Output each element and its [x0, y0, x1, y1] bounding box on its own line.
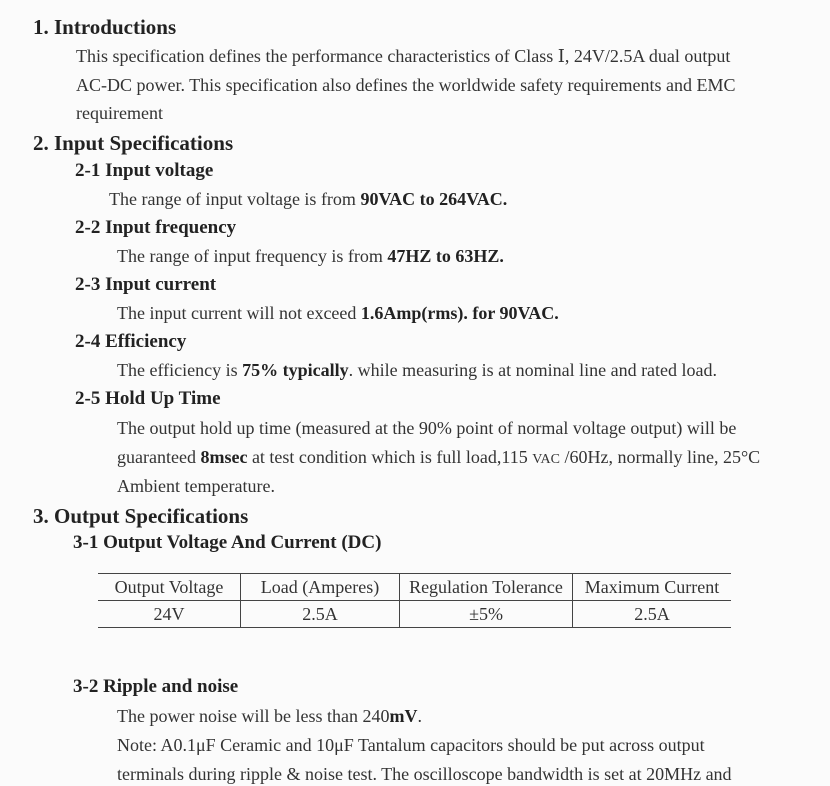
input-current-prefix: The input current will not exceed [117, 303, 361, 323]
efficiency-heading: 2-4 Efficiency [75, 331, 187, 352]
ripple-noise-heading: 3-2 Ripple and noise [73, 676, 239, 697]
hold-up-line-2 [117, 445, 760, 472]
header-output-voltage: Output Voltage [98, 574, 241, 601]
output-voltage-heading: 3-1 Output Voltage And Current (DC) [73, 532, 382, 553]
ripple-prefix: The power noise will be less than 240 [117, 706, 390, 726]
input-frequency-range: 47HZ to 63HZ. [387, 246, 504, 266]
section-1-heading: 1. Introductions [33, 15, 177, 39]
input-frequency-prefix: The range of input frequency is from [117, 246, 388, 266]
hold-up-time-heading: 2-5 Hold Up Time [75, 388, 221, 409]
output-spec-table [98, 573, 731, 628]
intro-line-3: requirement [76, 103, 163, 123]
hold-up-vac-unit: VAC [532, 452, 560, 467]
intro-line-2: AC-DC power. This specification also defines the worldwide safety requirements and EMC [76, 75, 736, 95]
hold-up-condition-end: /60Hz, normally line, 25°C [560, 447, 761, 467]
input-current-text [117, 301, 559, 325]
hold-up-line-1: The output hold up time (measured at the 90% point of normal voltage output) will be [117, 418, 737, 438]
input-voltage-text [109, 187, 507, 211]
cell-regulation-tolerance: ±5% [400, 601, 573, 628]
section-3-heading: 3. Output Specifications [33, 504, 249, 528]
hold-up-value: 8msec [200, 447, 248, 467]
input-frequency-heading: 2-2 Input frequency [75, 217, 237, 238]
header-load: Load (Amperes) [241, 574, 400, 601]
header-maximum-current: Maximum Current [573, 574, 732, 601]
cell-output-voltage: 24V [98, 601, 241, 628]
cell-load: 2.5A [241, 601, 400, 628]
table-row [98, 601, 731, 628]
ripple-line-1 [117, 704, 422, 728]
efficiency-text [117, 358, 717, 382]
hold-up-condition: at test condition which is full load,115 [247, 447, 533, 467]
hold-up-prefix: guaranteed [117, 447, 201, 467]
ripple-unit: mV [389, 706, 418, 726]
efficiency-prefix: The efficiency is [117, 360, 243, 380]
cell-maximum-current: 2.5A [573, 601, 732, 628]
ripple-suffix: . [417, 706, 422, 726]
intro-line-1: This specification defines the performance characteristics of Class Ⅰ, 24V/2.5A dual output [76, 46, 731, 66]
table-header-row [98, 574, 731, 601]
input-voltage-heading: 2-1 Input voltage [75, 160, 214, 181]
input-voltage-range: 90VAC to 264VAC. [360, 189, 508, 209]
efficiency-value: 75% typically [242, 360, 349, 380]
header-regulation-tolerance: Regulation Tolerance [400, 574, 573, 601]
input-frequency-text [117, 244, 504, 268]
input-voltage-prefix: The range of input voltage is from [109, 189, 361, 209]
ripple-line-3: terminals during ripple & noise test. The oscilloscope bandwidth is set at 20MHz and [117, 764, 732, 784]
hold-up-line-3: Ambient temperature. [117, 476, 275, 496]
input-current-limit: 1.6Amp(rms). for 90VAC. [360, 303, 559, 323]
input-current-heading: 2-3 Input current [75, 274, 217, 295]
ripple-line-2: Note: A0.1μF Ceramic and 10μF Tantalum capacitors should be put across output [117, 735, 705, 755]
section-2-heading: 2. Input Specifications [33, 131, 234, 155]
efficiency-suffix: . while measuring is at nominal line and rated load. [348, 360, 718, 380]
